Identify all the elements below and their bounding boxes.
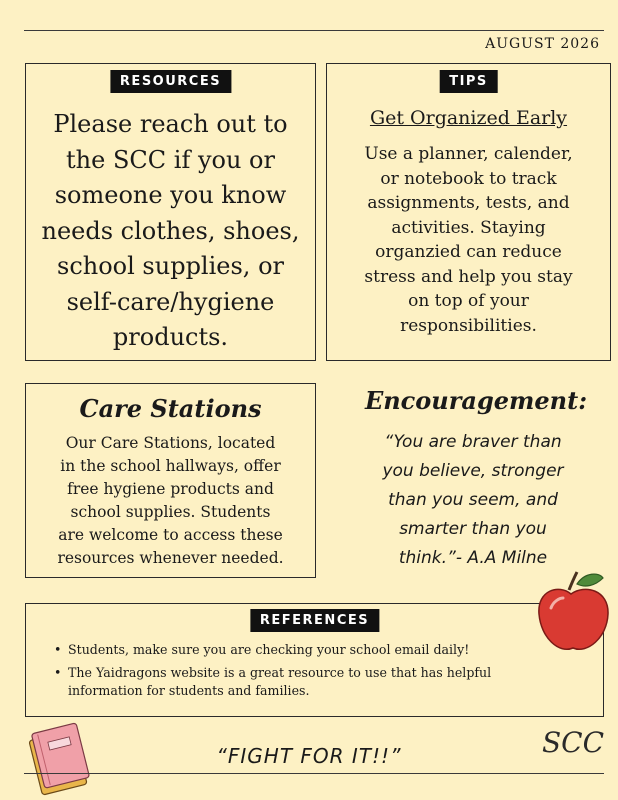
tips-line: assignments, tests, and <box>367 193 570 213</box>
resources-text <box>26 107 315 356</box>
care-line: resources whenever needed. <box>57 549 284 567</box>
care-line: school supplies. Students <box>70 503 271 521</box>
quote-line: than you seem, and <box>388 490 558 510</box>
quote-line: you believe, stronger <box>382 461 564 481</box>
list-item: • Students, make sure you are checking your school email daily! <box>54 642 470 657</box>
tips-line: activities. Staying <box>391 217 546 238</box>
tips-line: on top of your <box>408 291 529 311</box>
references-box <box>25 603 604 717</box>
resources-tag: RESOURCES <box>110 70 231 93</box>
newsletter-date: AUGUST 2026 <box>485 36 600 52</box>
footer-signature: SCC <box>542 726 605 759</box>
resources-line: Please reach out to <box>53 110 288 138</box>
encouragement-title: Encouragement: <box>364 386 588 415</box>
care-stations-box <box>25 383 316 578</box>
encouragement-quote <box>333 428 613 573</box>
quote-line: smarter than you <box>399 519 547 539</box>
top-rule <box>24 30 604 31</box>
tips-heading: Get Organized Early <box>369 107 568 129</box>
resources-line: self-care/hygiene <box>66 287 275 316</box>
list-item: • The Yaidragons website is a great resource to use that has helpful information for students and families. <box>54 664 492 698</box>
apple-icon <box>533 568 613 656</box>
bottom-rule <box>24 773 604 774</box>
care-line: in the school hallways, offer <box>60 457 281 475</box>
resources-line: needs clothes, shoes, <box>41 216 300 245</box>
resources-line: school supplies, or <box>57 252 284 280</box>
care-line: are welcome to access these <box>58 526 283 544</box>
care-line: Our Care Stations, located <box>65 434 276 452</box>
tips-text <box>327 142 610 338</box>
references-tag: REFERENCES <box>250 609 379 632</box>
tips-line: stress and help you stay <box>364 266 573 287</box>
tips-line: Use a planner, calender, <box>364 144 573 164</box>
resources-box <box>25 63 316 361</box>
care-stations-title: Care Stations <box>79 394 262 423</box>
footer-slogan: “FIGHT FOR IT!!” <box>216 744 402 768</box>
tips-tag: TIPS <box>439 70 498 93</box>
care-line: free hygiene products and <box>67 480 274 498</box>
tips-line: organzied can reduce <box>375 242 562 262</box>
quote-line: “You are braver than <box>384 432 562 452</box>
tips-line: responsibilities. <box>400 315 537 336</box>
care-stations-text <box>26 432 315 570</box>
references-list <box>54 641 595 701</box>
resources-line: someone you know <box>54 181 287 209</box>
tips-box <box>326 63 611 361</box>
resources-line: the SCC if you or <box>66 145 275 174</box>
tips-line: or notebook to track <box>380 168 557 189</box>
quote-line: think.”- A.A Milne <box>398 548 548 568</box>
resources-line: products. <box>112 323 229 351</box>
